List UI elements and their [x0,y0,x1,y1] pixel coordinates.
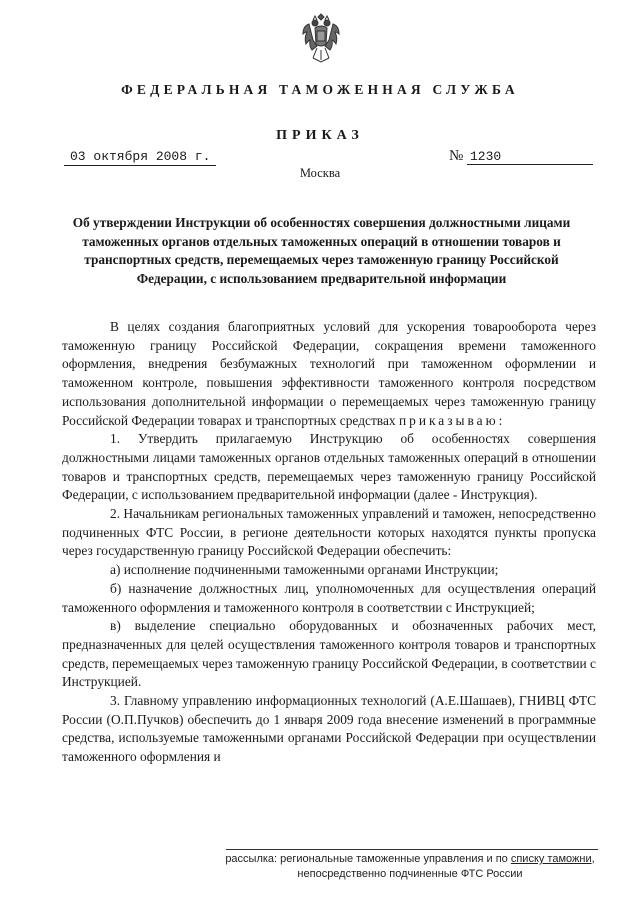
distribution-suffix: , [591,853,595,865]
item-2b: б) назначение должностных лиц, уполномоченных для осуществления операций таможенного оформления и таможенного контроля в соответствии с Инструкцией; [62,580,596,615]
distribution-line-1 [220,852,600,867]
distribution-line-2: непосредственно подчиненные ФТС России [297,868,523,880]
item-2a: а) исполнение подчиненными таможенными органами Инструкции; [110,562,499,578]
order-date: 03 октября 2008 г. [64,149,216,166]
distribution-link: списку таможни [510,853,592,865]
order-number-label: № [449,148,464,164]
distribution-prefix: рассылка: региональные таможенные управления и по [225,853,511,865]
item-1: 1. Утвердить прилагаемую Инструкцию об особенностях совершения должностными лицами таможенных органов отдельных таможенных операций в отношении товаров и транспортных средств, перемещаемых через таможенную границу Российской Федерации, с использованием предварительной информации (далее - Инструкция). [62,431,596,503]
document-body [62,318,596,767]
footer-divider [226,849,598,850]
organization-name: ФЕДЕРАЛЬНАЯ ТАМОЖЕННАЯ СЛУЖБА [121,82,519,97]
intro-paragraph [62,318,596,430]
city: Москва [299,166,341,180]
document-type-title: ПРИКАЗ [276,128,364,143]
order-word: приказываю: [398,412,506,428]
item-3: 3. Главному управлению информационных технологий (А.Е.Шашаев), ГНИВЦ ФТС России (О.П.Пучков) обеспечить до 1 января 2009 года внесение изменений в программные средства, используемые таможенными органами Российской Федерации при осуществлении таможенного оформления и [62,693,596,765]
double-headed-eagle-emblem-icon [297,10,345,68]
intro-text: В целях создания благоприятных условий для ускорения товарооборота через таможенную границу Российской Федерации, сокращения времени таможенного оформления, внедрения безбумажных технологий при таможенном оформлении и таможенном контроле, повышения эффективности таможенного контроля посредством использования дополнительной информации о перемещаемых через таможенную границу Российской Федерации товарах и транспортных средствах [62,319,596,428]
item-2: 2. Начальникам региональных таможенных управлений и таможен, непосредственно подчиненных ФТС России, в регионе деятельности которых находятся пункты пропуска через государственную границу Российской Федерации обеспечить: [62,506,596,559]
item-2c: в) выделение специально оборудованных и обозначенных рабочих мест, предназначенных для целей осуществления таможенного контроля товаров и транспортных средств, перемещаемых через таможенную границу Российской Федерации, в соответствии с Инструкцией. [62,618,596,690]
document-heading: Об утверждении Инструкции об особенностях совершения должностными лицами таможенных органов отдельных таможенных операций в отношении товаров и транспортных средств, перемещаемых через таможенную границу Российской Федерации, с использованием предварительной информации [72,215,571,286]
order-number: 1230 [467,149,593,165]
distribution-footer [220,852,600,882]
